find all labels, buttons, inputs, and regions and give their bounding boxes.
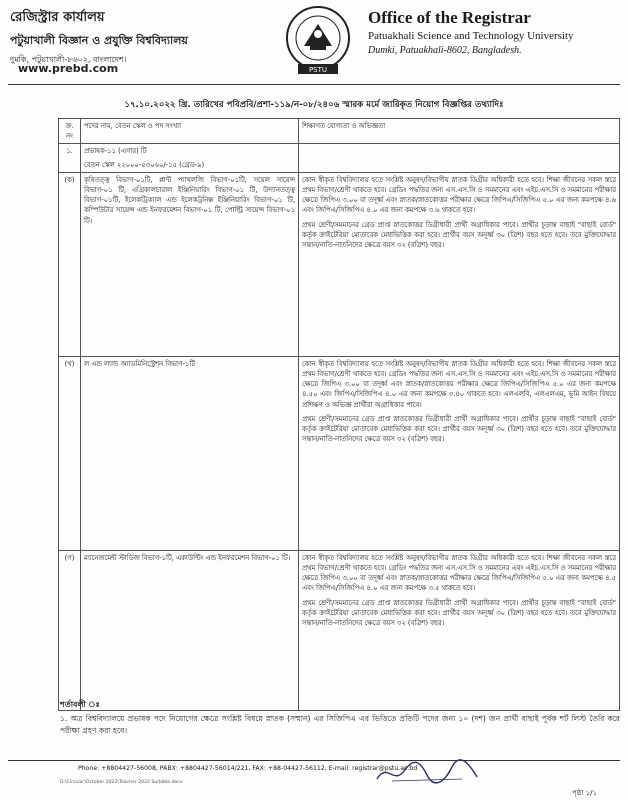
row-sl: (গ) xyxy=(59,550,81,710)
row-qualification xyxy=(299,172,620,356)
post-name: প্রভাষক-১১ (এগার) টি xyxy=(84,147,147,156)
recruitment-table xyxy=(58,118,620,711)
footer-file-path: D:\Circular\October 2022\Teacher 2022 Suitable.docx xyxy=(60,780,183,785)
qualification-text: কোন স্বীকৃত বিশ্ববিদ্যালয় হতে সংশ্লিষ্ট অনুষদ/বিভাগীয় স্নাতক ডিগ্রীর অধিকারী হতে হবে। শিক্ষা জীবনের সকল স্তরে প্রথম বিভাগ/শ্রেণী থাকতে হবে। গ্রেডিং পদ্ধতির জন্য এস.এস.সি ও সমমানের এবং এইচ.এস.সি ও সমমানের পরীক্ষার ক্ষেত্রে জিপিএ ৩.০০ বা তদূর্ধ্ব এবং স্নাতক/স্নাতকোত্তর পরীক্ষার ক্ষেত্রে জিপিএ/সিজিপিএ ৫.০ এর জন্য কমপক্ষে ৪.৫০ এবং জিপিএ/সিজিপিএ ৪.০ এর জন্য কমপক্ষে ৩.৪০ থাকতে হবে। এলএলবি, এলএলএম, ভূমি আইন বিষয়ে প্রশিক্ষণ ও অভিজ্ঞ প্রার্থীরা অগ্রাধিকার পাবে। xyxy=(302,359,616,409)
terms-heading: শর্তাবলী ঃ xyxy=(60,700,100,709)
footer-divider xyxy=(8,760,620,761)
row-qualification xyxy=(299,550,620,710)
page-number: পৃষ্ঠা ১/১ xyxy=(572,789,598,797)
header-en-address: Dumki, Patuakhali-8602, Bangladesh. xyxy=(368,45,522,56)
row-sl: ১. xyxy=(59,144,81,172)
table-row xyxy=(59,550,620,710)
pay-scale: বেতন স্কেল ২২০০০-৫৩০৬০/-১৫ (গ্রেড-৯) xyxy=(84,160,205,169)
footer-contact: Phone: +8804427-56008, PABX: +8804427-56014/221, FAX: +88-04427-56112, E-mail: registrar@pstu.ac.bd xyxy=(78,765,418,772)
qualification-priority: প্রথম শ্রেণী/সমমানের গ্রেড প্রাপ্ত স্নাতকোত্তর ডিগ্রীধারী প্রার্থী অগ্রাধিকার পাবে। প্রার্থীর চূড়ান্ত বাছাই "বাছাই বোর্ড" কর্তৃক ক্রাইটেরিয়া মোতাবেক মেধাভিত্তিক করা হবে। প্রার্থীর বয়স অনূর্ধ্ব ৩০ (ত্রিশ) বছর হতে হবে। তবে মুক্তিযোদ্ধার সন্তান/নাতি-নাতনিদের ক্ষেত্রে বয়স ৩২ (বত্রিশ) বছর। xyxy=(302,598,616,628)
notice-title: ১৭.১০.২০২২ খ্রি. তারিখের পবিপ্রবি/প্রশা-১১৯/ন-০৮/২৪০৬ স্মারক মর্মে জারিকৃত নিয়োগ বিজ্ঞপ্তির তথ্যাদিঃ xyxy=(124,100,504,110)
header-bn-university: পটুয়াখালী বিজ্ঞান ও প্রযুক্তি বিশ্ববিদ্যালয় xyxy=(10,34,188,47)
header-sl: ক্র. নং xyxy=(59,119,81,144)
table-header-row xyxy=(59,119,620,144)
row-sl: (খ) xyxy=(59,356,81,550)
header-post: পদের নাম, বেতন স্কেল ও পদ সংখ্যা xyxy=(81,119,299,144)
qualification-priority: প্রথম শ্রেণী/সমমানের গ্রেড প্রাপ্ত স্নাতকোত্তর ডিগ্রীধারী প্রার্থী অগ্রাধিকার পাবে। প্রার্থীর চূড়ান্ত বাছাই "বাছাই বোর্ড" কর্তৃক ক্রাইটেরিয়া মোতাবেক মেধাভিত্তিক করা হবে। প্রার্থীর বয়স অনূর্ধ্ব ৩০ (ত্রিশ) বছর হতে হবে। তবে মুক্তিযোদ্ধার সন্তান/নাতি-নাতনিদের ক্ষেত্রে বয়স ৩২ (বত্রিশ) বছর। xyxy=(302,414,616,444)
qualification-priority: প্রথম শ্রেণী/সমমানের গ্রেড প্রাপ্ত স্নাতকোত্তর ডিগ্রীধারী প্রার্থী অগ্রাধিকার পাবে। প্রার্থীর চূড়ান্ত বাছাই "বাছাই বোর্ড" কর্তৃক ক্রাইটেরিয়া মোতাবেক মেধাভিত্তিক করা হবে। প্রার্থীর বয়স অনূর্ধ্ব ৩০ (ত্রিশ) বছর হতে হবে। তবে মুক্তিযোদ্ধার সন্তান/নাতি-নাতনিদের ক্ষেত্রে বয়স ৩২ (বত্রিশ) বছর। xyxy=(302,220,616,250)
row-post: ম্যানেজমেন্ট স্টাডিজ বিভাগ-১টি, একাউন্টিং এন্ড ইনফরমেশন বিভাগ-০১ টি। xyxy=(81,550,299,710)
header-divider xyxy=(8,84,620,85)
watermark-text: www.prebd.com xyxy=(18,62,119,75)
table-row xyxy=(59,356,620,550)
row-post: ল এন্ড ল্যান্ড অ্যাডমিনিস্ট্রেশন বিভাগ-১টি xyxy=(81,356,299,550)
row-qualification xyxy=(299,356,620,550)
header-bn-address: দুমকি, পটুয়াখালী-৮৬০২, বাংলাদেশ। xyxy=(10,55,127,64)
header-bangla-block xyxy=(10,8,250,67)
qualification-text: কোন স্বীকৃত বিশ্ববিদ্যালয় হতে সংশ্লিষ্ট অনুষদ/বিভাগীয় স্নাতক ডিগ্রীর অধিকারী হতে হবে। শিক্ষা জীবনের সকল স্তরে প্রথম বিভাগ/শ্রেণী থাকতে হবে। গ্রেডিং পদ্ধতির জন্য এস.এস.সি ও সমমানের এবং এইচ.এস.সি ও সমমানের পরীক্ষার ক্ষেত্রে জিপিএ ৩.০০ বা তদূর্ধ্ব এবং স্নাতক/স্নাতকোত্তর পরীক্ষার ক্ষেত্রে জিপিএ/সিজিপিএ ৫.০ এর জন্য কমপক্ষে ৪.৬ এবং জিপিএ/সিজিপিএ ৪.০ এর জন্য কমপক্ষে ৩.৬ থাকতে হবে। xyxy=(302,175,616,215)
logo-text: PSTU xyxy=(308,66,328,74)
row-post: কৃষিতত্ত্ব বিভাগ-০১টি, প্লান্ট প্যাথলজি বিভাগ-০১টি, সয়েল সায়েন্স বিভাগ-০১ টি, এগ্রিকালচারাল ইঞ্জিনিয়ারিং বিভাগ-০১ টি, উদ্যানতত্ত্ব বিভাগ-০১টি, ইলেকট্রিক্যাল এন্ড ইলেকট্রনিক্স ইঞ্জিনিয়ারিং বিভাগ-০১ টি, কম্পিউটার সায়েন্স এন্ড ইনফরমেশন বিভাগ-০১ টি, পোল্ট্রি সায়েন্স বিভাগ-০১ টি। xyxy=(81,172,299,356)
signature-icon xyxy=(372,757,482,787)
qualification-text: কোন স্বীকৃত বিশ্ববিদ্যালয় হতে সংশ্লিষ্ট অনুষদ/বিভাগীয় স্নাতক ডিগ্রীর অধিকারী হতে হবে। শিক্ষা জীবনের সকল স্তরে প্রথম বিভাগ/শ্রেণী থাকতে হবে। গ্রেডিং পদ্ধতির জন্য এস.এস.সি ও সমমানের এবং এইচ.এস.সি ও সমমানের পরীক্ষার ক্ষেত্রে জিপিএ ৩.০০ বা তদূর্ধ্ব এবং স্নাতক/স্নাতকোত্তর পরীক্ষার ক্ষেত্রে জিপিএ/সিজিপিএ ৫.০ এর জন্য কমপক্ষে ৪.৫ এবং জিপিএ/সিজিপিএ ৪.০ এর জন্য কমপক্ষে ৩.৫ থাকতে হবে। xyxy=(302,553,616,593)
table-row xyxy=(59,144,620,172)
header-bn-office: রেজিস্ট্রার কার্যালয় xyxy=(10,10,105,25)
row-qualification xyxy=(299,144,620,172)
header-english-block xyxy=(368,8,623,56)
table-row xyxy=(59,172,620,356)
university-logo-icon xyxy=(284,4,352,76)
row-post xyxy=(81,144,299,172)
row-sl: (ক) xyxy=(59,172,81,356)
header-qualification: শিক্ষাগত যোগ্যতা ও অভিজ্ঞতা xyxy=(299,119,620,144)
header-en-university: Patuakhali Science and Technology University xyxy=(368,30,574,42)
header-en-office: Office of the Registrar xyxy=(368,8,531,27)
terms-item: ১. অত্র বিশ্ববিদ্যালয়ে প্রভাষক পদে নিয়োগের ক্ষেত্রে সংশ্লিষ্ট বিষয়ে স্নাতক (সম্মান) এর সিজিপিএ এর ভিত্তিতে প্রতিটি পদের জন্য ১০ (দশ) জন প্রার্থী বাছাই পূর্বক শর্ট লিস্ট তৈরি করে পরীক্ষা গ্রহণ করা হবে। xyxy=(60,714,620,735)
